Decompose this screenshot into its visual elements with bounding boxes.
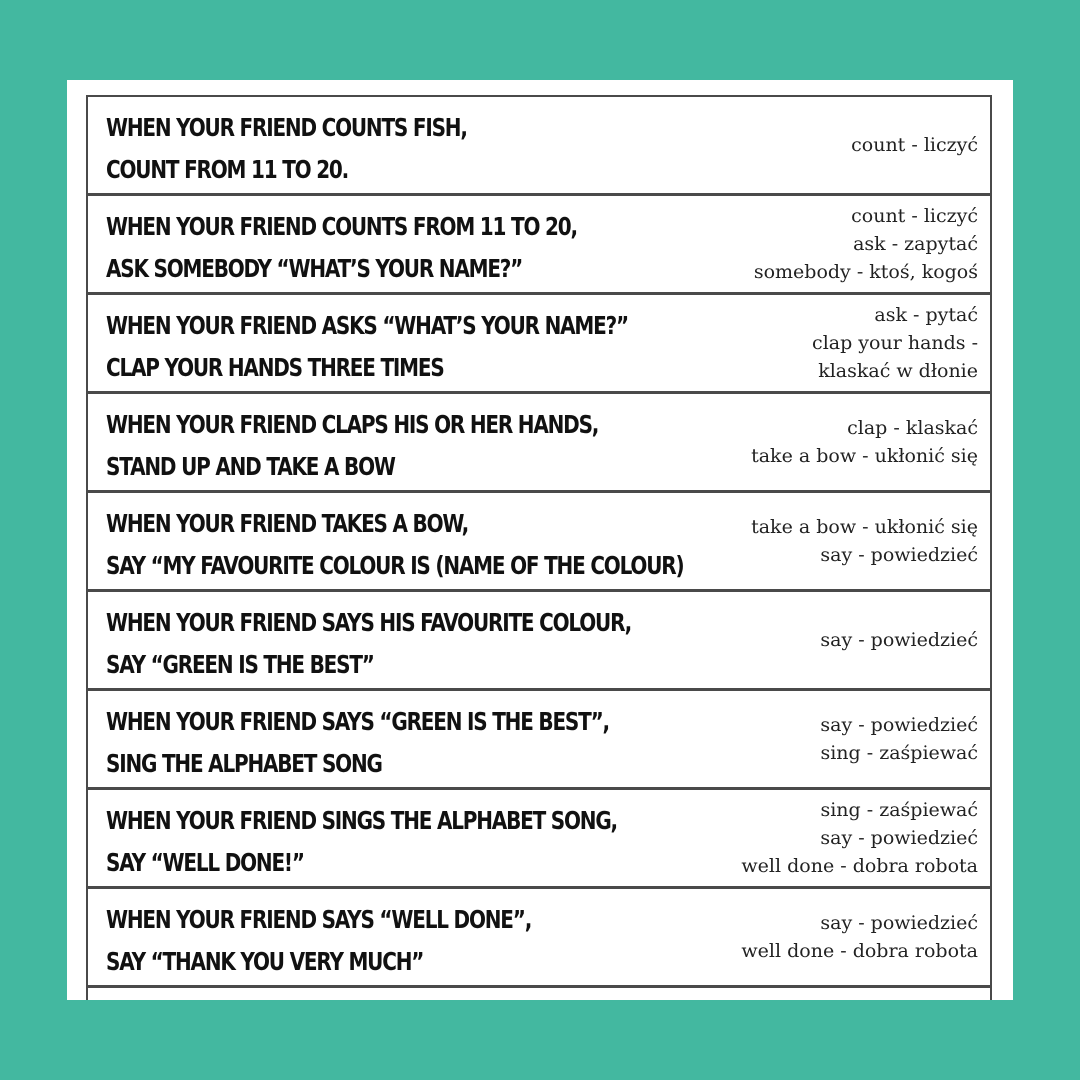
vocabulary-list <box>754 196 978 292</box>
instruction-line: WHEN YOUR FRIEND CLAPS HIS OR HER HANDS, <box>106 410 599 439</box>
instruction-line: SAY “GREEN IS THE BEST” <box>106 650 374 679</box>
instruction-line: SAY “THANK YOU VERY MUCH” <box>106 947 424 976</box>
vocabulary-item: ask - zapytać <box>853 233 978 255</box>
vocabulary-list <box>820 592 978 688</box>
card-instruction <box>106 701 746 785</box>
vocabulary-list <box>741 889 978 985</box>
vocabulary-item: take a bow - ukłonić się <box>751 445 978 467</box>
vocabulary-item: say - powiedzieć <box>820 544 978 566</box>
card-instruction <box>106 305 746 389</box>
instruction-line: SAY “MY FAVOURITE COLOUR IS (NAME OF THE COLOUR) <box>106 551 684 580</box>
instruction-card <box>86 95 992 195</box>
instruction-line: WHEN YOUR FRIEND SAYS “WELL DONE”, <box>106 905 532 934</box>
instruction-card <box>86 392 992 492</box>
instruction-card <box>86 293 992 393</box>
instruction-card <box>86 887 992 987</box>
vocabulary-list <box>812 295 978 391</box>
vocabulary-item: somebody - ktoś, kogoś <box>753 261 978 283</box>
instruction-card <box>86 788 992 888</box>
vocabulary-item: say - powiedzieć <box>820 629 978 651</box>
instruction-line: WHEN YOUR FRIEND SINGS THE ALPHABET SONG, <box>106 806 617 835</box>
vocabulary-list <box>820 691 978 787</box>
instruction-line: WHEN YOUR FRIEND SAYS HIS FAVOURITE COLOUR, <box>106 608 632 637</box>
instruction-card <box>86 491 992 591</box>
vocabulary-item: count - liczyć <box>851 134 978 156</box>
instruction-line: STAND UP AND TAKE A BOW <box>106 452 395 481</box>
instruction-line: WHEN YOUR FRIEND TAKES A BOW, <box>106 509 469 538</box>
instruction-line: CLAP YOUR HANDS THREE TIMES <box>106 353 444 382</box>
vocabulary-list <box>751 394 978 490</box>
vocabulary-item: clap your hands - <box>812 332 978 354</box>
card-instruction <box>106 206 746 290</box>
instruction-card <box>86 689 992 789</box>
vocabulary-item: klaskać w dłonie <box>818 360 978 382</box>
vocabulary-item: say - powiedzieć <box>820 714 978 736</box>
vocabulary-item: count - liczyć <box>851 205 978 227</box>
instruction-line: WHEN YOUR FRIEND ASKS “WHAT’S YOUR NAME?” <box>106 311 628 340</box>
instruction-card <box>86 194 992 294</box>
card-list <box>86 95 992 1000</box>
card-instruction <box>106 107 746 191</box>
card-instruction <box>106 503 746 587</box>
vocabulary-list <box>741 790 978 886</box>
instruction-card <box>86 590 992 690</box>
instruction-line: WHEN YOUR FRIEND SAYS “GREEN IS THE BEST”, <box>106 707 609 736</box>
vocabulary-item: ask - pytać <box>874 304 978 326</box>
card-instruction <box>106 800 746 884</box>
vocabulary-list <box>751 493 978 589</box>
vocabulary-item: clap - klaskać <box>847 417 978 439</box>
instruction-card <box>86 986 992 1000</box>
card-instruction <box>106 404 746 488</box>
vocabulary-item: sing - zaśpiewać <box>820 799 978 821</box>
vocabulary-item: say - powiedzieć <box>820 827 978 849</box>
card-instruction <box>106 899 746 983</box>
vocabulary-item: take a bow - ukłonić się <box>751 516 978 538</box>
instruction-line: WHEN YOUR FRIEND COUNTS FROM 11 TO 20, <box>106 212 577 241</box>
instruction-line: SING THE ALPHABET SONG <box>106 749 382 778</box>
worksheet-sheet <box>67 80 1013 1000</box>
instruction-line: WHEN YOUR FRIEND COUNTS FISH, <box>106 113 467 142</box>
instruction-line: ASK SOMEBODY “WHAT’S YOUR NAME?” <box>106 254 523 283</box>
vocabulary-item: sing - zaśpiewać <box>820 742 978 764</box>
vocabulary-item: say - powiedzieć <box>820 912 978 934</box>
vocabulary-item: well done - dobra robota <box>741 855 978 877</box>
card-instruction <box>106 602 746 686</box>
instruction-line: SAY “WELL DONE!” <box>106 848 304 877</box>
vocabulary-list <box>851 97 978 193</box>
vocabulary-item: well done - dobra robota <box>741 940 978 962</box>
instruction-line: COUNT FROM 11 TO 20. <box>106 155 349 184</box>
